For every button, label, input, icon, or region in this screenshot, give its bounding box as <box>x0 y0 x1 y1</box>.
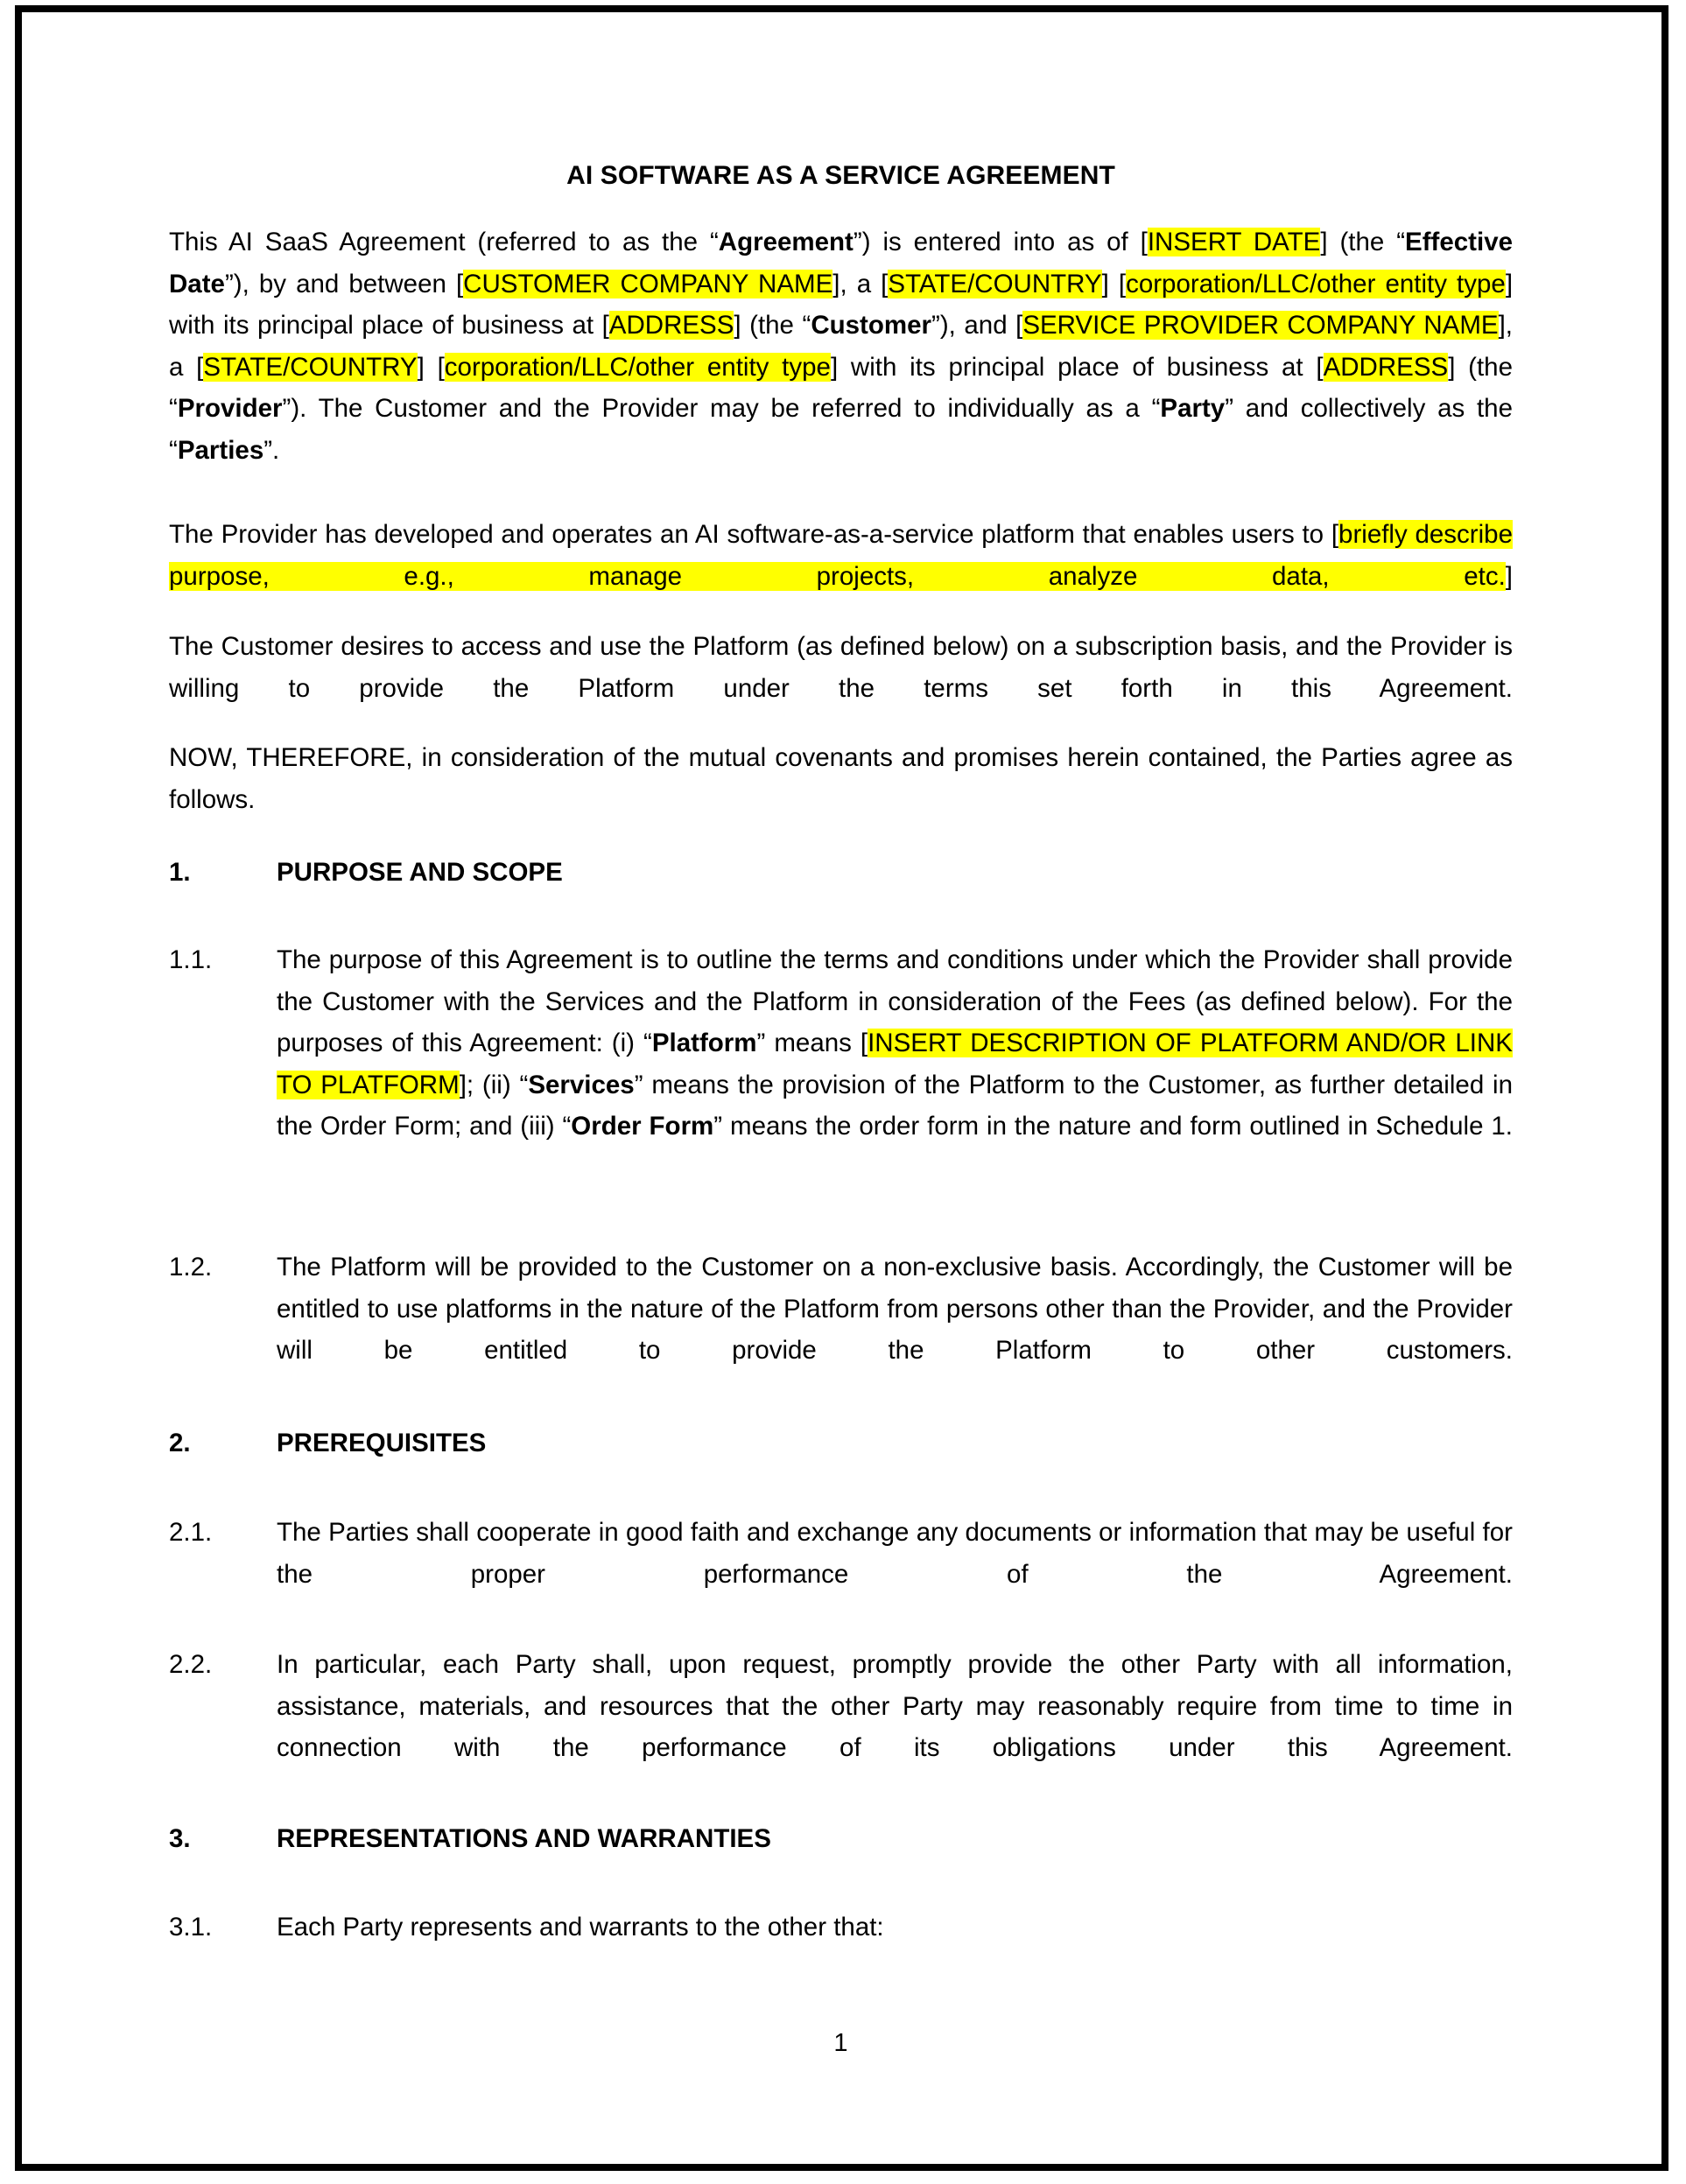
clause-3-1-number: 3.1. <box>169 1913 213 1942</box>
preamble-paragraph-2 <box>169 514 1513 639</box>
placeholder-provider-address: ADDRESS <box>1323 352 1449 382</box>
preamble-p1-text-8: ] (the “ <box>734 311 811 340</box>
clause-1-1-text-3: ]; (ii) “ <box>459 1070 529 1099</box>
section-heading-1 <box>169 852 1513 894</box>
document-body <box>169 0 1513 2184</box>
placeholder-platform-description: INSERT DESCRIPTION OF PLATFORM AND/OR LINK TO PLATFORM <box>277 1029 1513 1099</box>
preamble-p1-text-16: ”. <box>263 435 280 465</box>
placeholder-insert-date: INSERT DATE <box>1147 228 1321 256</box>
preamble-p2-text-2: ] <box>1505 561 1513 591</box>
section-2-number: 2. <box>169 1429 191 1457</box>
clause-1-1-number: 1.1. <box>169 945 213 974</box>
clause-1-2-number: 1.2. <box>169 1253 213 1282</box>
preamble-p1-text-11: ] [ <box>417 352 445 382</box>
clause-3-1-text: Each Party represents and warrants to the other that: <box>277 1913 884 1942</box>
clause-1-1-text-5: ” means the order form in the nature and form outlined in Schedule 1. <box>713 1112 1513 1141</box>
placeholder-customer-entity-type: corporation/LLC/other entity type <box>1126 269 1506 298</box>
preamble-p4-text: NOW, THEREFORE, in consideration of the mutual covenants and promises herein contained, the Parties agree as follows. <box>169 743 1513 814</box>
clause-1-2 <box>169 1246 1513 1413</box>
clause-1-1-text-2: ” means [ <box>756 1029 868 1057</box>
preamble-p1-text-9: ”), and [ <box>931 311 1023 340</box>
placeholder-customer-state-country: STATE/COUNTRY <box>888 269 1102 298</box>
section-2-label: PREREQUISITES <box>277 1429 487 1457</box>
clause-2-1-body <box>277 1512 1513 1637</box>
placeholder-purpose-description: briefly describe purpose, e.g., manage projects, analyze data, etc. <box>169 520 1513 591</box>
placeholder-customer-address: ADDRESS <box>608 311 734 340</box>
clause-2-2-body <box>277 1644 1513 1810</box>
preamble-p1-bold-agreement: Agreement <box>718 228 854 256</box>
preamble-p1-bold-effective-date: Effective Date <box>169 228 1514 298</box>
preamble-p1-text-7: ] with its principal place of business at [ <box>169 269 1514 340</box>
placeholder-provider-state-country: STATE/COUNTRY <box>203 352 418 382</box>
clause-2-2 <box>169 1644 1513 1810</box>
clause-1-1-bold-platform: Platform <box>651 1029 757 1057</box>
section-3-label: REPRESENTATIONS AND WARRANTIES <box>277 1824 771 1853</box>
clause-1-1-body <box>277 939 1513 1189</box>
preamble-p1-text-10: ], a [ <box>169 311 1513 382</box>
section-1-number: 1. <box>169 858 191 887</box>
clause-1-1-bold-services: Services <box>528 1070 635 1099</box>
page-number: 1 <box>833 2029 848 2057</box>
clause-1-1-text-1: The purpose of this Agreement is to outline the terms and conditions under which the Provider shall provide the Customer with the Services and the Platform in consideration of the Fees (as defined below). For the purposes of this Agreement: (i) “ <box>277 945 1513 1057</box>
placeholder-service-provider-company-name: SERVICE PROVIDER COMPANY NAME <box>1022 311 1499 340</box>
clause-1-1 <box>169 939 1513 1189</box>
preamble-p1-text-1: This AI SaaS Agreement (referred to as the “ <box>169 228 719 256</box>
clause-3-1-body <box>277 1907 1513 1990</box>
preamble-paragraph-3 <box>169 626 1513 751</box>
placeholder-customer-company-name: CUSTOMER COMPANY NAME <box>463 269 833 298</box>
preamble-p2-text-1: The Provider has developed and operates an AI software-as-a-service platform that enables users to [ <box>169 520 1339 549</box>
clause-2-1-number: 2.1. <box>169 1518 213 1547</box>
preamble-p1-text-14: ”). The Customer and the Provider may be referred to individually as a “ <box>282 394 1161 423</box>
preamble-p1-bold-provider: Provider <box>177 394 283 423</box>
section-heading-2 <box>169 1422 1513 1464</box>
preamble-p1-text-5: ], a [ <box>832 269 889 298</box>
clause-2-1-text: The Parties shall cooperate in good faith and exchange any documents or information that may be useful for the proper performance of the Agreement. <box>277 1518 1513 1589</box>
clause-1-2-text: The Platform will be provided to the Customer on a non-exclusive basis. Accordingly, the Customer will be entitled to use platforms in the nature of the Platform from persons other than the Provider, and the Provider will be entitled to provide the Platform to other customers. <box>277 1253 1513 1365</box>
clause-1-2-body <box>277 1246 1513 1413</box>
preamble-paragraph-1 <box>169 221 1513 513</box>
preamble-p1-bold-party: Party <box>1160 394 1226 423</box>
clause-1-1-text-4: ” means the provision of the Platform to the Customer, as further detailed in the Order Form; and (iii) “ <box>277 1070 1514 1141</box>
clause-1-1-bold-order-form: Order Form <box>571 1112 714 1141</box>
section-1-label: PURPOSE AND SCOPE <box>277 858 563 887</box>
preamble-p1-bold-customer: Customer <box>811 311 932 340</box>
preamble-p1-bold-parties: Parties <box>177 435 264 465</box>
clause-2-2-number: 2.2. <box>169 1650 213 1679</box>
preamble-p3-text: The Customer desires to access and use the Platform (as defined below) on a subscription basis, and the Provider is willing to provide the Platform under the terms set forth in this Agreement. <box>169 632 1513 703</box>
section-3-number: 3. <box>169 1824 191 1853</box>
clause-2-1 <box>169 1512 1513 1637</box>
preamble-p1-text-15: ” and collectively as the “ <box>169 394 1513 465</box>
preamble-p1-text-2: ”) is entered into as of [ <box>853 228 1148 256</box>
preamble-p1-text-3: ] (the “ <box>1320 228 1406 256</box>
preamble-p1-text-4: ”), by and between [ <box>224 269 464 298</box>
section-heading-3 <box>169 1818 1513 1860</box>
preamble-p1-text-13: ] (the “ <box>169 352 1513 423</box>
document-title: AI SOFTWARE AS A SERVICE AGREEMENT <box>566 161 1115 190</box>
clause-2-2-text: In particular, each Party shall, upon request, promptly provide the other Party with all information, assistance, materials, and resources that the other Party may reasonably require from time to time in connection with the performance of its obligations under this Agreement. <box>277 1650 1513 1762</box>
preamble-paragraph-4 <box>169 737 1513 862</box>
placeholder-provider-entity-type: corporation/LLC/other entity type <box>444 352 831 382</box>
clause-3-1 <box>169 1907 1513 1990</box>
preamble-p1-text-6: ] [ <box>1101 269 1127 298</box>
preamble-p1-text-12: ] with its principal place of business at [ <box>830 352 1324 382</box>
